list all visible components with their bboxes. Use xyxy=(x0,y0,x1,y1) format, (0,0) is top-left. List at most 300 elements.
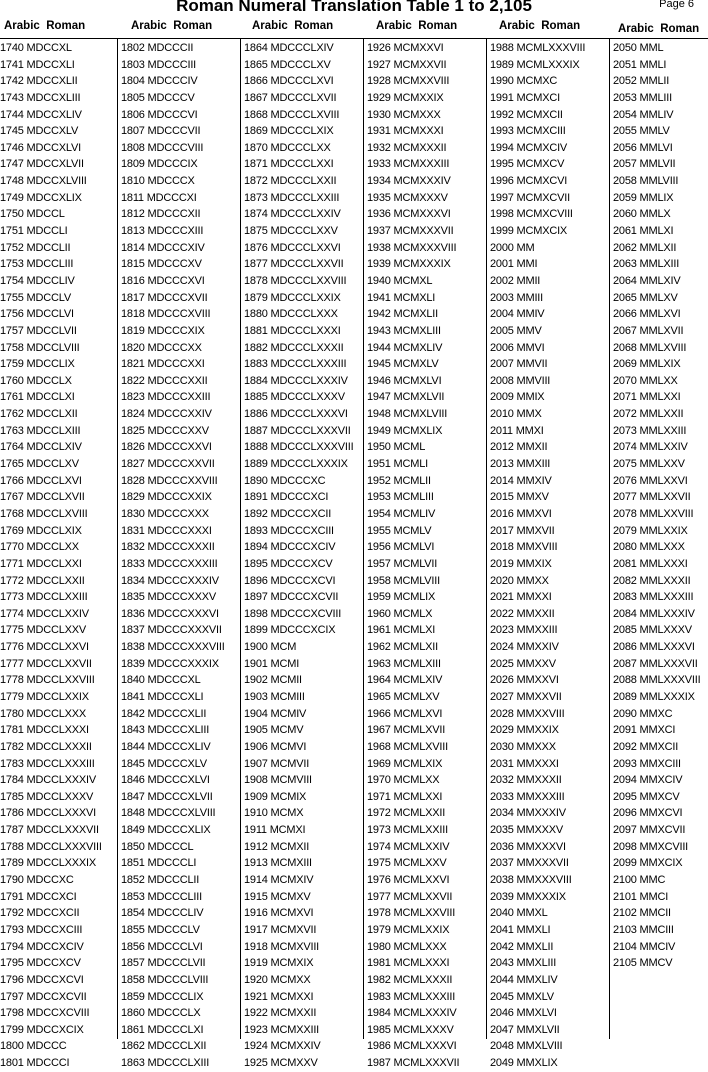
table-row: 1934 MCMXXXIV xyxy=(367,175,451,188)
table-row: 2065 MMLXV xyxy=(613,291,678,304)
table-row: 1944 MCMXLIV xyxy=(367,341,443,354)
table-row: 1827 MDCCCXXVII xyxy=(121,458,215,471)
table-row: 1769 MDCCLXIX xyxy=(0,524,82,537)
table-row: 2031 MMXXXI xyxy=(490,757,559,770)
table-row: 1887 MDCCCLXXXVII xyxy=(244,424,351,437)
table-row: 1845 MDCCCXLV xyxy=(121,757,207,770)
table-row: 1812 MDCCCXII xyxy=(121,208,201,221)
table-row: 1778 MDCCLXXVIII xyxy=(0,674,95,687)
table-row: 1954 MCMLIV xyxy=(367,507,436,520)
table-row: 1843 MDCCCXLIII xyxy=(121,724,210,737)
table-row: 1991 MCMXCI xyxy=(490,91,560,104)
table-row: 1957 MCMLVII xyxy=(367,557,438,570)
table-row: 2014 MMXIV xyxy=(490,474,552,487)
table-row: 1969 MCMLXIX xyxy=(367,757,443,770)
table-row: 2024 MMXXIV xyxy=(490,641,559,654)
table-row: 2096 MMXCVI xyxy=(613,807,683,820)
table-row: 1990 MCMXC xyxy=(490,75,558,88)
table-row: 2007 MMVII xyxy=(490,358,548,371)
table-row: 2074 MMLXXIV xyxy=(613,441,688,454)
table-row: 1980 MCMLXXX xyxy=(367,940,447,953)
table-row: 1830 MDCCCXXX xyxy=(121,507,209,520)
column-header-3 xyxy=(252,15,333,37)
table-row: 1745 MDCCXLV xyxy=(0,125,79,138)
table-row: 1836 MDCCCXXXVI xyxy=(121,607,219,620)
table-row: 1849 MDCCCXLIX xyxy=(121,824,211,837)
table-row: 1880 MDCCCLXXX xyxy=(244,308,338,321)
table-row: 1763 MDCCLXIII xyxy=(0,424,81,437)
table-row: 1993 MCMXCIII xyxy=(490,125,566,138)
table-row: 1938 MCMXXXVIII xyxy=(367,241,457,254)
table-row: 1953 MCMLIII xyxy=(367,491,434,504)
table-row: 1875 MDCCCLXXV xyxy=(244,225,338,238)
table-row: 1904 MCMIV xyxy=(244,707,307,720)
table-row: 1952 MCMLII xyxy=(367,474,431,487)
table-row: 2036 MMXXXVI xyxy=(490,840,566,853)
table-row: 2001 MMI xyxy=(490,258,538,271)
header-roman: Roman xyxy=(660,23,700,35)
table-row: 1928 MCMXXVIII xyxy=(367,75,450,88)
table-row: 1883 MDCCCLXXXIII xyxy=(244,358,347,371)
table-row: 2010 MMX xyxy=(490,408,542,421)
table-row: 1948 MCMXLVIII xyxy=(367,408,448,421)
table-row: 2105 MMCV xyxy=(613,957,673,970)
table-row: 1807 MDCCCVII xyxy=(121,125,201,138)
table-row: 2054 MMLIV xyxy=(613,108,674,121)
table-row: 1797 MDCCXCVII xyxy=(0,990,87,1003)
table-row: 2046 MMXLVI xyxy=(490,1007,557,1020)
table-row: 2027 MMXXVII xyxy=(490,690,562,703)
table-row: 2019 MMXIX xyxy=(490,557,552,570)
table-row: 1856 MDCCCLVI xyxy=(121,940,203,953)
table-row: 1831 MDCCCXXXI xyxy=(121,524,212,537)
table-row: 1912 MCMXII xyxy=(244,840,310,853)
table-row: 1804 MDCCCIV xyxy=(121,75,198,88)
table-row: 1771 MDCCLXXI xyxy=(0,557,82,570)
table-row: 1761 MDCCLXI xyxy=(0,391,75,404)
table-row: 2053 MMLIII xyxy=(613,91,672,104)
table-row: 1970 MCMLXX xyxy=(367,774,440,787)
table-row: 1864 MDCCCLXIV xyxy=(244,42,334,54)
table-row: 1800 MDCCC xyxy=(0,1040,67,1053)
table-row: 1907 MCMVII xyxy=(244,757,310,770)
table-row: 2101 MMCI xyxy=(613,890,669,903)
table-row: 2033 MMXXXIII xyxy=(490,790,565,803)
table-row: 2056 MMLVI xyxy=(613,141,673,154)
table-row: 1810 MDCCCX xyxy=(121,175,195,188)
table-row: 2099 MMXCIX xyxy=(613,857,683,870)
table-row: 1886 MDCCCLXXXVI xyxy=(244,408,348,421)
table-row: 1756 MDCCLVI xyxy=(0,308,74,321)
table-row: 1752 MDCCLII xyxy=(0,241,71,254)
table-row: 1818 MDCCCXVIII xyxy=(121,308,211,321)
table-row: 1848 MDCCCXLVIII xyxy=(121,807,216,820)
table-row: 1748 MDCCXLVIII xyxy=(0,175,87,188)
table-row: 1951 MCMLI xyxy=(367,458,428,471)
table-row: 2069 MMLXIX xyxy=(613,358,681,371)
table-row: 1898 MDCCCXCVIII xyxy=(244,607,342,620)
table-row: 1958 MCMLVIII xyxy=(367,574,441,587)
table-row: 1863 MDCCCLXIII xyxy=(121,1057,210,1070)
table-row: 2020 MMXX xyxy=(490,574,549,587)
table-row: 1939 MCMXXXIX xyxy=(367,258,451,271)
table-row: 1889 MDCCCLXXXIX xyxy=(244,458,348,471)
table-row: 1893 MDCCCXCIII xyxy=(244,524,334,537)
table-row: 1855 MDCCCLV xyxy=(121,923,200,936)
table-row: 1985 MCMLXXXV xyxy=(367,1023,454,1036)
header-roman: Roman xyxy=(294,20,334,32)
table-row: 1793 MDCCXCIII xyxy=(0,923,83,936)
table-row: 2002 MMII xyxy=(490,274,541,287)
table-row: 2075 MMLXXV xyxy=(613,458,685,471)
table-row: 1788 MDCCLXXXVIII xyxy=(0,840,102,853)
table-row: 1960 MCMLX xyxy=(367,607,433,620)
table-row: 1983 MCMLXXXIII xyxy=(367,990,456,1003)
table-row: 1931 MCMXXXI xyxy=(367,125,444,138)
table-row: 1833 MDCCCXXXIII xyxy=(121,557,218,570)
table-row: 2038 MMXXXVIII xyxy=(490,874,572,887)
table-row: 2029 MMXXIX xyxy=(490,724,559,737)
table-row: 1746 MDCCXLVI xyxy=(0,141,81,154)
table-row: 1847 MDCCCXLVII xyxy=(121,790,213,803)
column-header-2 xyxy=(131,15,212,37)
table-row: 2011 MMXI xyxy=(490,424,544,437)
table-column-1 xyxy=(0,40,116,1072)
table-row: 2004 MMIV xyxy=(490,308,545,321)
table-row: 1842 MDCCCXLII xyxy=(121,707,207,720)
table-row: 2055 MMLV xyxy=(613,125,670,138)
table-row: 1858 MDCCCLVIII xyxy=(121,973,209,986)
table-row: 1945 MCMXLV xyxy=(367,358,439,371)
table-row: 1840 MDCCCXL xyxy=(121,674,201,687)
table-row: 1924 MCMXXIV xyxy=(244,1040,321,1053)
table-row: 1895 MDCCCXCV xyxy=(244,557,333,570)
table-row: 1937 MCMXXXVII xyxy=(367,225,454,238)
table-row: 2022 MMXXII xyxy=(490,607,555,620)
header-arabic: Arabic xyxy=(618,23,654,35)
table-row: 1828 MDCCCXXVIII xyxy=(121,474,218,487)
table-row: 1755 MDCCLV xyxy=(0,291,71,304)
table-row: 1900 MCM xyxy=(244,641,297,654)
table-row: 1834 MDCCCXXXIV xyxy=(121,574,219,587)
table-row: 2084 MMLXXXIV xyxy=(613,607,695,620)
table-row: 2097 MMXCVII xyxy=(613,824,686,837)
table-row: 1779 MDCCLXXIX xyxy=(0,690,89,703)
table-row: 1799 MDCCXCIX xyxy=(0,1023,84,1036)
table-row: 1808 MDCCCVIII xyxy=(121,141,204,154)
table-row: 2080 MMLXXX xyxy=(613,541,685,554)
table-row: 1792 MDCCXCII xyxy=(0,907,80,920)
column-divider xyxy=(486,38,487,1039)
table-row: 1927 MCMXXVII xyxy=(367,58,447,71)
table-row: 1865 MDCCCLXV xyxy=(244,58,331,71)
table-row: 1854 MDCCCLIV xyxy=(121,907,204,920)
table-row: 1762 MDCCLXII xyxy=(0,408,78,421)
table-column-3 xyxy=(244,40,362,1072)
table-row: 1816 MDCCCXVI xyxy=(121,274,205,287)
table-row: 1962 MCMLXII xyxy=(367,641,438,654)
table-row: 1998 MCMXCVIII xyxy=(490,208,573,221)
table-row: 1918 MCMXVIII xyxy=(244,940,320,953)
table-row: 1914 MCMXIV xyxy=(244,874,314,887)
table-row: 2032 MMXXXII xyxy=(490,774,562,787)
table-row: 1910 MCMX xyxy=(244,807,304,820)
column-header-5 xyxy=(499,15,580,37)
table-row: 1894 MDCCCXCIV xyxy=(244,541,336,554)
table-row: 2030 MMXXX xyxy=(490,740,556,753)
table-row: 1986 MCMLXXXVI xyxy=(367,1040,457,1053)
table-row: 1751 MDCCLI xyxy=(0,225,68,238)
table-row: 1859 MDCCCLIX xyxy=(121,990,204,1003)
table-row: 1995 MCMXCV xyxy=(490,158,565,171)
table-row: 2098 MMXCVIII xyxy=(613,840,689,853)
table-row: 1878 MDCCCLXXVIII xyxy=(244,274,347,287)
table-row: 1967 MCMLXVII xyxy=(367,724,446,737)
table-row: 2063 MMLXIII xyxy=(613,258,680,271)
header-arabic: Arabic xyxy=(131,20,167,32)
table-row: 1916 MCMXVI xyxy=(244,907,314,920)
table-row: 1796 MDCCXCVI xyxy=(0,973,84,986)
column-header-1 xyxy=(4,15,85,37)
table-row: 1997 MCMXCVII xyxy=(490,191,570,204)
table-row: 1798 MDCCXCVIII xyxy=(0,1007,90,1020)
table-row: 1758 MDCCLVIII xyxy=(0,341,80,354)
table-row: 1876 MDCCCLXXVI xyxy=(244,241,341,254)
column-header-6 xyxy=(618,18,699,40)
table-row: 1949 MCMXLIX xyxy=(367,424,443,437)
table-row: 1844 MDCCCXLIV xyxy=(121,740,211,753)
table-row: 1819 MDCCCXIX xyxy=(121,324,205,337)
table-row: 1784 MDCCLXXXIV xyxy=(0,774,97,787)
table-row: 1971 MCMLXXI xyxy=(367,790,443,803)
table-row: 2104 MMCIV xyxy=(613,940,676,953)
table-row: 1766 MDCCLXVI xyxy=(0,474,82,487)
column-divider xyxy=(117,38,118,1039)
table-row: 1975 MCMLXXV xyxy=(367,857,447,870)
table-row: 1943 MCMXLIII xyxy=(367,324,441,337)
table-row: 1823 MDCCCXXIII xyxy=(121,391,211,404)
table-row: 2016 MMXVI xyxy=(490,507,552,520)
table-row: 1744 MDCCXLIV xyxy=(0,108,82,121)
table-row: 2006 MMVI xyxy=(490,341,545,354)
table-row: 2028 MMXXVIII xyxy=(490,707,565,720)
table-row: 1897 MDCCCXCVII xyxy=(244,591,339,604)
table-row: 1966 MCMLXVI xyxy=(367,707,443,720)
header-roman: Roman xyxy=(46,20,86,32)
table-row: 1801 MDCCCI xyxy=(0,1057,70,1070)
table-row: 1908 MCMVIII xyxy=(244,774,312,787)
table-row: 2068 MMLXVIII xyxy=(613,341,687,354)
table-row: 1959 MCMLIX xyxy=(367,591,436,604)
table-row: 2041 MMXLI xyxy=(490,923,551,936)
table-row: 1821 MDCCCXXI xyxy=(121,358,205,371)
table-row: 1955 MCMLV xyxy=(367,524,432,537)
table-row: 1932 MCMXXXII xyxy=(367,141,447,154)
table-row: 1851 MDCCCLI xyxy=(121,857,197,870)
table-row: 1890 MDCCCXC xyxy=(244,474,326,487)
table-row: 1811 MDCCCXI xyxy=(121,191,197,204)
table-row: 1963 MCMLXIII xyxy=(367,657,441,670)
table-row: 1935 MCMXXXV xyxy=(367,191,448,204)
table-row: 1814 MDCCCXIV xyxy=(121,241,205,254)
table-row: 2009 MMIX xyxy=(490,391,545,404)
column-divider xyxy=(609,38,610,1039)
table-row: 1984 MCMLXXXIV xyxy=(367,1007,457,1020)
table-row: 1992 MCMXCII xyxy=(490,108,563,121)
table-row: 1920 MCMXX xyxy=(244,973,311,986)
table-row: 2021 MMXXI xyxy=(490,591,552,604)
table-row: 2052 MMLII xyxy=(613,75,670,88)
table-row: 1768 MDCCLXVIII xyxy=(0,507,88,520)
table-row: 2091 MMXCI xyxy=(613,724,676,737)
table-row: 2087 MMLXXXVII xyxy=(613,657,698,670)
table-row: 1750 MDCCL xyxy=(0,208,65,221)
header-divider xyxy=(0,38,708,39)
table-row: 1891 MDCCCXCI xyxy=(244,491,329,504)
table-row: 1976 MCMLXXVI xyxy=(367,874,450,887)
table-row: 1741 MDCCXLI xyxy=(0,58,75,71)
table-row: 2092 MMXCII xyxy=(613,740,679,753)
table-row: 1940 MCMXL xyxy=(367,274,433,287)
table-row: 1760 MDCCLX xyxy=(0,374,72,387)
table-row: 1956 MCMLVI xyxy=(367,541,435,554)
table-row: 2003 MMIII xyxy=(490,291,544,304)
table-row: 1881 MDCCCLXXXI xyxy=(244,324,341,337)
table-row: 1860 MDCCCLX xyxy=(121,1007,201,1020)
table-row: 2076 MMLXXVI xyxy=(613,474,688,487)
table-row: 1982 MCMLXXXII xyxy=(367,973,453,986)
table-row: 2058 MMLVIII xyxy=(613,175,679,188)
table-row: 1882 MDCCCLXXXII xyxy=(244,341,344,354)
table-row: 1978 MCMLXXVIII xyxy=(367,907,456,920)
column-divider xyxy=(240,38,241,1039)
table-row: 1917 MCMXVII xyxy=(244,923,317,936)
table-row: 1888 MDCCCLXXXVIII xyxy=(244,441,354,454)
table-row: 2061 MMLXI xyxy=(613,225,674,238)
table-row: 2089 MMLXXXIX xyxy=(613,690,695,703)
table-row: 2078 MMLXXVIII xyxy=(613,507,694,520)
table-row: 2047 MMXLVII xyxy=(490,1023,560,1036)
table-row: 1774 MDCCLXXIV xyxy=(0,607,89,620)
table-row: 1947 MCMXLVII xyxy=(367,391,445,404)
table-row: 1782 MDCCLXXXII xyxy=(0,740,92,753)
table-row: 1795 MDCCXCV xyxy=(0,957,81,970)
table-row: 1785 MDCCLXXXV xyxy=(0,790,94,803)
table-row: 1909 MCMIX xyxy=(244,790,307,803)
table-row: 1835 MDCCCXXXV xyxy=(121,591,217,604)
table-row: 2015 MMXV xyxy=(490,491,549,504)
table-row: 2085 MMLXXXV xyxy=(613,624,692,637)
table-row: 1754 MDCCLIV xyxy=(0,274,75,287)
table-row: 1926 MCMXXVI xyxy=(367,42,444,54)
table-row: 1946 MCMXLVI xyxy=(367,374,442,387)
table-row: 2049 MMXLIX xyxy=(490,1057,558,1070)
table-row: 1780 MDCCLXXX xyxy=(0,707,87,720)
table-row: 1862 MDCCCLXII xyxy=(121,1040,207,1053)
table-row: 1781 MDCCLXXXI xyxy=(0,724,89,737)
table-row: 1832 MDCCCXXXII xyxy=(121,541,215,554)
table-row: 1803 MDCCCIII xyxy=(121,58,197,71)
table-row: 1903 MCMIII xyxy=(244,690,305,703)
table-row: 2013 MMXIII xyxy=(490,458,551,471)
table-row: 2044 MMXLIV xyxy=(490,973,558,986)
page-title: Roman Numeral Translation Table 1 to 2,105 xyxy=(176,0,532,15)
table-row: 2095 MMXCV xyxy=(613,790,680,803)
table-row: 1972 MCMLXXII xyxy=(367,807,446,820)
table-row: 1802 MDCCCII xyxy=(121,42,194,54)
table-row: 1885 MDCCCLXXXV xyxy=(244,391,345,404)
table-row: 2070 MMLXX xyxy=(613,374,678,387)
table-row: 1950 MCML xyxy=(367,441,426,454)
table-row: 2072 MMLXXII xyxy=(613,408,684,421)
header-arabic: Arabic xyxy=(499,20,535,32)
table-row: 1824 MDCCCXXIV xyxy=(121,408,212,421)
table-row: 1961 MCMLXI xyxy=(367,624,436,637)
table-row: 1911 MCMXI xyxy=(244,824,306,837)
table-row: 2062 MMLXII xyxy=(613,241,677,254)
table-row: 2017 MMXVII xyxy=(490,524,555,537)
table-row: 2066 MMLXVI xyxy=(613,308,681,321)
table-row: 1906 MCMVI xyxy=(244,740,307,753)
table-row: 1877 MDCCCLXXVII xyxy=(244,258,344,271)
table-row: 2083 MMLXXXIII xyxy=(613,591,694,604)
table-row: 1965 MCMLXV xyxy=(367,690,440,703)
table-row: 2082 MMLXXXII xyxy=(613,574,691,587)
table-row: 1979 MCMLXXIX xyxy=(367,923,450,936)
table-row: 1775 MDCCLXXV xyxy=(0,624,87,637)
table-row: 1837 MDCCCXXXVII xyxy=(121,624,222,637)
table-row: 1809 MDCCCIX xyxy=(121,158,198,171)
table-row: 1933 MCMXXXIII xyxy=(367,158,450,171)
table-row: 2045 MMXLV xyxy=(490,990,554,1003)
header-roman: Roman xyxy=(541,20,581,32)
table-row: 2035 MMXXXV xyxy=(490,824,564,837)
table-row: 1973 MCMLXXIII xyxy=(367,824,448,837)
table-row: 2023 MMXXIII xyxy=(490,624,558,637)
table-row: 1930 MCMXXX xyxy=(367,108,441,121)
table-row: 1913 MCMXIII xyxy=(244,857,312,870)
table-row: 1857 MDCCCLVII xyxy=(121,957,206,970)
table-row: 2094 MMXCIV xyxy=(613,774,683,787)
table-row: 2018 MMXVIII xyxy=(490,541,558,554)
table-row: 2034 MMXXXIV xyxy=(490,807,566,820)
table-row: 1941 MCMXLI xyxy=(367,291,436,304)
table-row: 1870 MDCCCLXX xyxy=(244,141,331,154)
table-row: 2060 MMLX xyxy=(613,208,671,221)
table-row: 1850 MDCCCL xyxy=(121,840,194,853)
table-row: 1874 MDCCCLXXIV xyxy=(244,208,341,221)
table-row: 1994 MCMXCIV xyxy=(490,141,568,154)
table-row: 1968 MCMLXVIII xyxy=(367,740,448,753)
table-row: 1757 MDCCLVII xyxy=(0,324,77,337)
table-row: 1869 MDCCCLXIX xyxy=(244,125,334,138)
table-row: 1826 MDCCCXXVI xyxy=(121,441,212,454)
table-row: 2086 MMLXXXVI xyxy=(613,641,695,654)
header-roman: Roman xyxy=(173,20,213,32)
table-row: 1964 MCMLXIV xyxy=(367,674,443,687)
table-row: 2051 MMLI xyxy=(613,58,667,71)
column-header-4 xyxy=(376,15,457,37)
table-row: 1829 MDCCCXXIX xyxy=(121,491,212,504)
table-row: 1794 MDCCXCIV xyxy=(0,940,84,953)
table-row: 2073 MMLXXIII xyxy=(613,424,687,437)
table-row: 1753 MDCCLIII xyxy=(0,258,74,271)
table-row: 1879 MDCCCLXXIX xyxy=(244,291,341,304)
table-row: 1974 MCMLXXIV xyxy=(367,840,450,853)
header-arabic: Arabic xyxy=(4,20,40,32)
table-row: 1786 MDCCLXXXVI xyxy=(0,807,97,820)
table-row: 2090 MMXC xyxy=(613,707,673,720)
